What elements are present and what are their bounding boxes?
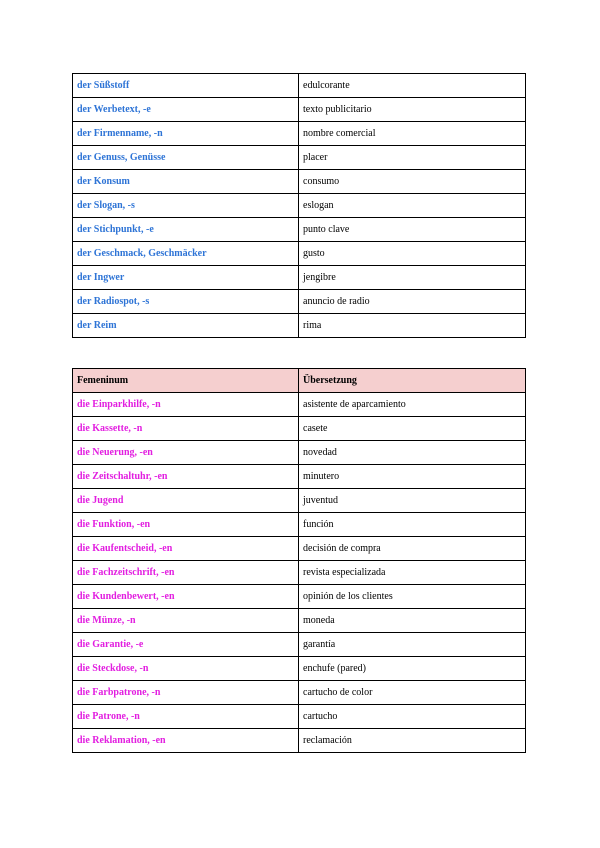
vocabulary-row xyxy=(73,681,526,705)
spanish-translation: consumo xyxy=(299,170,526,194)
german-term: die Einparkhilfe, -n xyxy=(73,393,299,417)
german-term: der Werbetext, -e xyxy=(73,98,299,122)
spanish-translation: decisión de compra xyxy=(299,537,526,561)
spanish-translation: punto clave xyxy=(299,218,526,242)
spanish-translation: minutero xyxy=(299,465,526,489)
spanish-translation: edulcorante xyxy=(299,74,526,98)
spanish-translation: gusto xyxy=(299,242,526,266)
spanish-translation: jengibre xyxy=(299,266,526,290)
spanish-translation: anuncio de radio xyxy=(299,290,526,314)
vocabulary-row xyxy=(73,242,526,266)
vocabulary-row xyxy=(73,441,526,465)
masculine-vocabulary-table xyxy=(72,73,526,338)
german-term: der Radiospot, -s xyxy=(73,290,299,314)
spanish-translation: juventud xyxy=(299,489,526,513)
vocabulary-row xyxy=(73,513,526,537)
german-term: die Funktion, -en xyxy=(73,513,299,537)
spanish-translation: función xyxy=(299,513,526,537)
vocabulary-row xyxy=(73,705,526,729)
german-term: die Steckdose, -n xyxy=(73,657,299,681)
vocabulary-row xyxy=(73,98,526,122)
vocabulary-row xyxy=(73,170,526,194)
feminine-table-header-row xyxy=(73,369,526,393)
header-german: Femeninum xyxy=(73,369,299,393)
spanish-translation: placer xyxy=(299,146,526,170)
vocabulary-row xyxy=(73,729,526,753)
header-translation: Übersetzung xyxy=(299,369,526,393)
spanish-translation: casete xyxy=(299,417,526,441)
vocabulary-row xyxy=(73,122,526,146)
spanish-translation: opinión de los clientes xyxy=(299,585,526,609)
vocabulary-row xyxy=(73,465,526,489)
vocabulary-row xyxy=(73,194,526,218)
spanish-translation: garantía xyxy=(299,633,526,657)
vocabulary-row xyxy=(73,146,526,170)
spanish-translation: moneda xyxy=(299,609,526,633)
german-term: die Zeitschaltuhr, -en xyxy=(73,465,299,489)
spanish-translation: reclamación xyxy=(299,729,526,753)
spanish-translation: revista especializada xyxy=(299,561,526,585)
german-term: die Farbpatrone, -n xyxy=(73,681,299,705)
german-term: der Konsum xyxy=(73,170,299,194)
german-term: die Reklamation, -en xyxy=(73,729,299,753)
vocabulary-row xyxy=(73,537,526,561)
german-term: die Garantie, -e xyxy=(73,633,299,657)
spanish-translation: cartucho xyxy=(299,705,526,729)
vocabulary-row xyxy=(73,585,526,609)
german-term: die Kundenbewert, -en xyxy=(73,585,299,609)
german-term: die Kassette, -n xyxy=(73,417,299,441)
vocabulary-row xyxy=(73,218,526,242)
german-term: die Patrone, -n xyxy=(73,705,299,729)
german-term: der Stichpunkt, -e xyxy=(73,218,299,242)
spanish-translation: eslogan xyxy=(299,194,526,218)
vocabulary-row xyxy=(73,393,526,417)
vocabulary-row xyxy=(73,74,526,98)
vocabulary-row xyxy=(73,633,526,657)
vocabulary-row xyxy=(73,314,526,338)
spanish-translation: rima xyxy=(299,314,526,338)
vocabulary-row xyxy=(73,609,526,633)
masculine-table-body xyxy=(73,74,526,338)
spanish-translation: novedad xyxy=(299,441,526,465)
german-term: der Ingwer xyxy=(73,266,299,290)
spanish-translation: enchufe (pared) xyxy=(299,657,526,681)
feminine-table-body xyxy=(73,369,526,753)
vocabulary-row xyxy=(73,561,526,585)
german-term: der Genuss, Genüsse xyxy=(73,146,299,170)
german-term: die Kaufentscheid, -en xyxy=(73,537,299,561)
vocabulary-row xyxy=(73,266,526,290)
german-term: der Geschmack, Geschmäcker xyxy=(73,242,299,266)
german-term: der Firmenname, -n xyxy=(73,122,299,146)
feminine-vocabulary-table xyxy=(72,368,526,753)
spanish-translation: asistente de aparcamiento xyxy=(299,393,526,417)
german-term: der Slogan, -s xyxy=(73,194,299,218)
german-term: der Süßstoff xyxy=(73,74,299,98)
vocabulary-row xyxy=(73,290,526,314)
vocabulary-row xyxy=(73,417,526,441)
spanish-translation: texto publicitario xyxy=(299,98,526,122)
spanish-translation: nombre comercial xyxy=(299,122,526,146)
german-term: die Münze, -n xyxy=(73,609,299,633)
vocabulary-row xyxy=(73,489,526,513)
german-term: die Neuerung, -en xyxy=(73,441,299,465)
german-term: die Fachzeitschrift, -en xyxy=(73,561,299,585)
german-term: der Reim xyxy=(73,314,299,338)
vocabulary-row xyxy=(73,657,526,681)
spanish-translation: cartucho de color xyxy=(299,681,526,705)
german-term: die Jugend xyxy=(73,489,299,513)
